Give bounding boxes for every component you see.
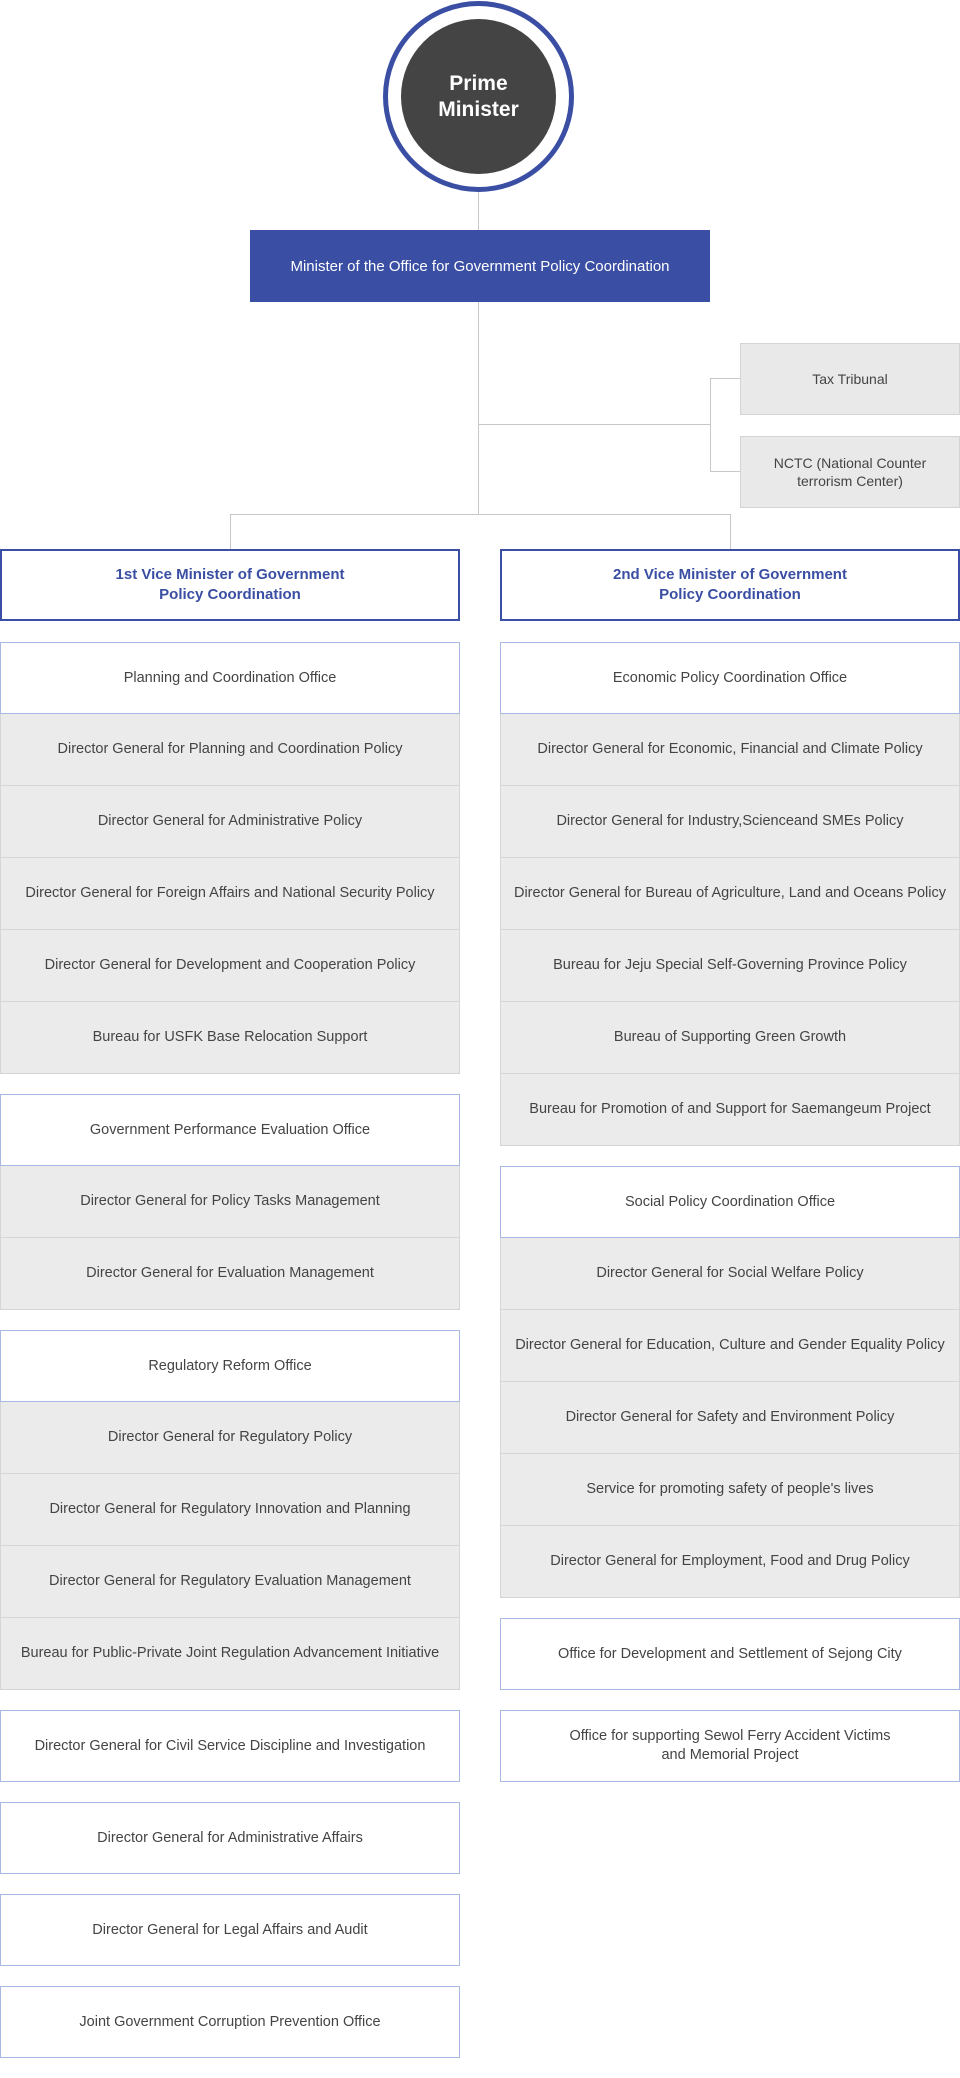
office-group xyxy=(0,1986,460,2058)
office-item[interactable]: Director General for Foreign Affairs and National Security Policy xyxy=(0,858,460,930)
connector-line xyxy=(730,514,731,549)
minister-node[interactable]: Minister of the Office for Government Policy Coordination xyxy=(250,230,710,302)
office-group xyxy=(0,1094,460,1310)
office-item[interactable]: Service for promoting safety of people's lives xyxy=(500,1454,960,1526)
office-head[interactable]: Director General for Administrative Affairs xyxy=(0,1802,460,1874)
first-vice-minister-offices xyxy=(0,642,460,2078)
office-item[interactable]: Director General for Education, Culture and Gender Equality Policy xyxy=(500,1310,960,1382)
connector-line xyxy=(478,424,710,425)
connector-line xyxy=(710,471,740,472)
office-item[interactable]: Director General for Regulatory Evaluation Management xyxy=(0,1546,460,1618)
connector-line xyxy=(478,302,479,514)
office-item[interactable]: Director General for Economic, Financial and Climate Policy xyxy=(500,714,960,786)
office-group xyxy=(0,1802,460,1874)
connector-line xyxy=(710,378,711,472)
second-vice-minister-node[interactable]: 2nd Vice Minister of Government Policy Coordination xyxy=(500,549,960,621)
office-item[interactable]: Director General for Social Welfare Policy xyxy=(500,1238,960,1310)
connector-line xyxy=(710,378,740,379)
office-head[interactable]: Director General for Civil Service Discipline and Investigation xyxy=(0,1710,460,1782)
office-item[interactable]: Director General for Regulatory Policy xyxy=(0,1402,460,1474)
office-head[interactable]: Government Performance Evaluation Office xyxy=(0,1094,460,1166)
office-head[interactable]: Office for supporting Sewol Ferry Accident Victims and Memorial Project xyxy=(500,1710,960,1782)
office-item[interactable]: Director General for Industry,Scienceand SMEs Policy xyxy=(500,786,960,858)
office-group xyxy=(500,1618,960,1690)
office-item[interactable]: Director General for Development and Cooperation Policy xyxy=(0,930,460,1002)
office-item[interactable]: Director General for Employment, Food and Drug Policy xyxy=(500,1526,960,1598)
office-group xyxy=(500,1166,960,1598)
side-office-nctc[interactable]: NCTC (National Counter terrorism Center) xyxy=(740,436,960,508)
office-item[interactable]: Director General for Administrative Policy xyxy=(0,786,460,858)
office-head[interactable]: Regulatory Reform Office xyxy=(0,1330,460,1402)
office-item[interactable]: Bureau for Public-Private Joint Regulation Advancement Initiative xyxy=(0,1618,460,1690)
office-item[interactable]: Director General for Regulatory Innovation and Planning xyxy=(0,1474,460,1546)
office-item[interactable]: Director General for Policy Tasks Management xyxy=(0,1166,460,1238)
office-item[interactable]: Director General for Safety and Environment Policy xyxy=(500,1382,960,1454)
second-vice-minister-offices xyxy=(500,642,960,1802)
office-group xyxy=(0,642,460,1074)
office-item[interactable]: Bureau for Jeju Special Self-Governing Province Policy xyxy=(500,930,960,1002)
office-group xyxy=(500,642,960,1146)
side-office-tax-tribunal[interactable]: Tax Tribunal xyxy=(740,343,960,415)
office-head[interactable]: Planning and Coordination Office xyxy=(0,642,460,714)
office-head[interactable]: Office for Development and Settlement of Sejong City xyxy=(500,1618,960,1690)
office-head[interactable]: Social Policy Coordination Office xyxy=(500,1166,960,1238)
office-item[interactable]: Director General for Planning and Coordination Policy xyxy=(0,714,460,786)
office-group xyxy=(500,1710,960,1782)
office-head[interactable]: Director General for Legal Affairs and Audit xyxy=(0,1894,460,1966)
connector-line xyxy=(230,514,730,515)
connector-line xyxy=(230,514,231,549)
prime-minister-node[interactable]: Prime Minister xyxy=(401,19,556,174)
office-item[interactable]: Bureau for USFK Base Relocation Support xyxy=(0,1002,460,1074)
office-item[interactable]: Director General for Evaluation Management xyxy=(0,1238,460,1310)
first-vice-minister-node[interactable]: 1st Vice Minister of Government Policy Coordination xyxy=(0,549,460,621)
office-item[interactable]: Bureau of Supporting Green Growth xyxy=(500,1002,960,1074)
office-item[interactable]: Director General for Bureau of Agriculture, Land and Oceans Policy xyxy=(500,858,960,930)
office-group xyxy=(0,1330,460,1690)
office-item[interactable]: Bureau for Promotion of and Support for Saemangeum Project xyxy=(500,1074,960,1146)
office-head[interactable]: Joint Government Corruption Prevention Office xyxy=(0,1986,460,2058)
office-group xyxy=(0,1894,460,1966)
office-head[interactable]: Economic Policy Coordination Office xyxy=(500,642,960,714)
office-group xyxy=(0,1710,460,1782)
connector-line xyxy=(478,192,479,230)
